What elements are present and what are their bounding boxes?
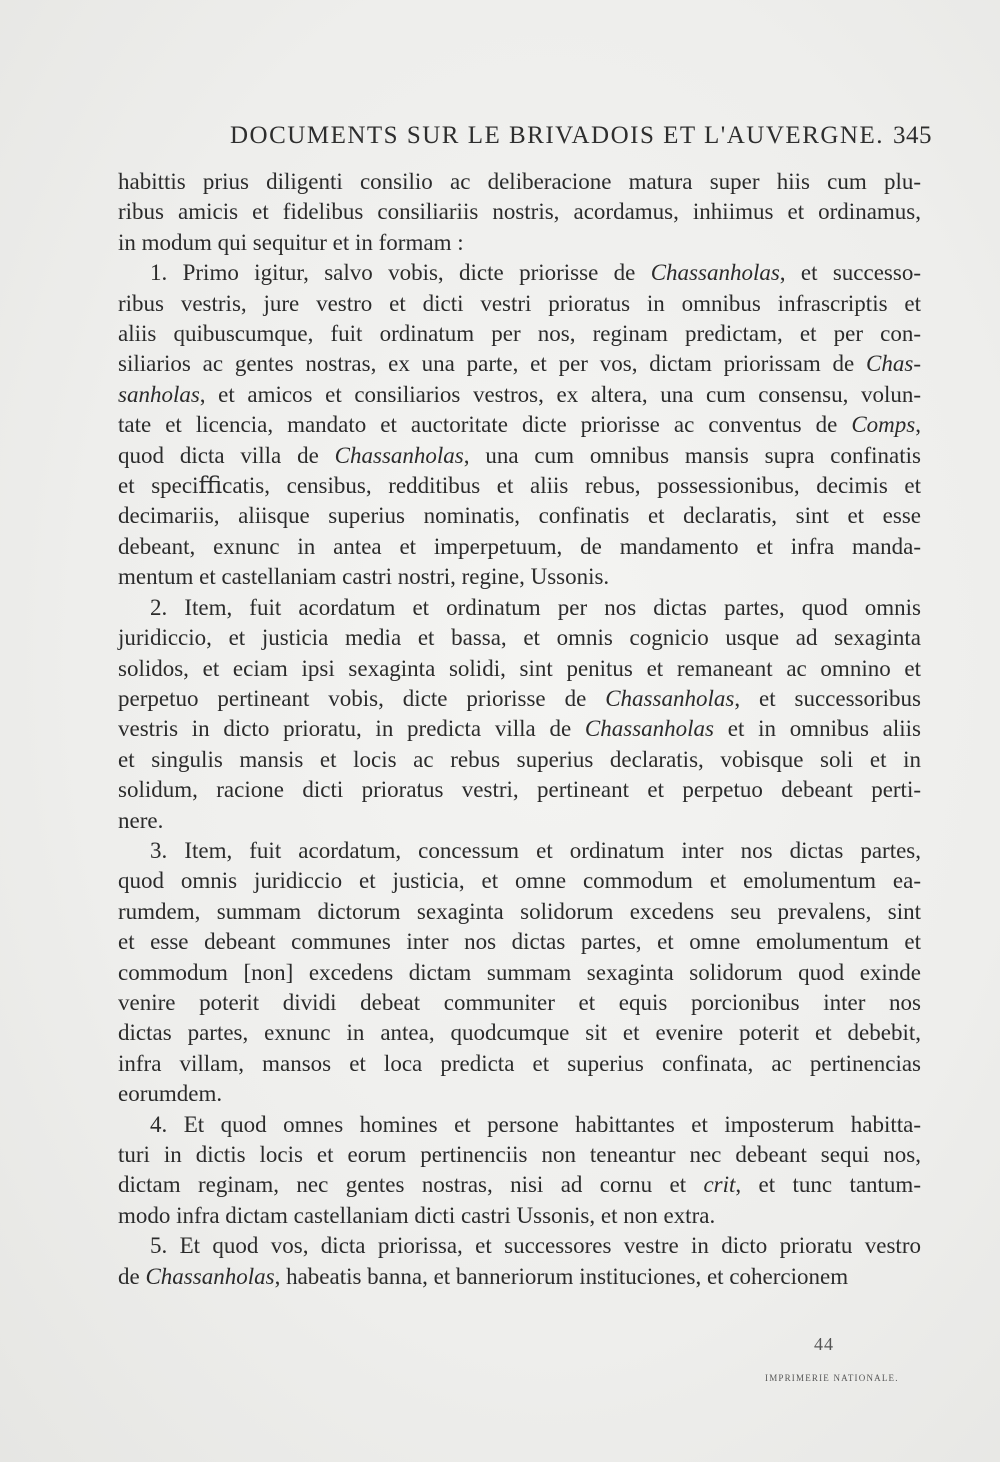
text-line: mentum et castellaniam castri nostri, regine, Ussonis.	[118, 564, 610, 590]
text-line: rumdem, summam dictorum sexaginta solidorum excedens seu prevalens, sint	[118, 898, 921, 924]
text-line: modo infra dictam castellaniam dicti castri Ussonis, et non extra.	[118, 1202, 716, 1228]
text-line: nere.	[118, 807, 164, 833]
text-line: ribus amicis et fidelibus consiliariis nostris, acordamus, inhiimus et ordinamus,	[118, 199, 921, 225]
text-line: vestris in dicto prioratu, in predicta villa de Chassanholas et in omnibus aliis	[118, 716, 921, 742]
text-line: quod omnis juridiccio et justicia, et omne commodum et emolumentum ea-	[118, 868, 921, 894]
text-line: 4. Et quod omnes homines et persone habittantes et imposterum habitta-	[150, 1111, 921, 1137]
text-line: dictas partes, exnunc in antea, quodcumque sit et evenire poterit et debebit,	[118, 1020, 921, 1046]
text-line: siliarios ac gentes nostras, ex una parte, et per vos, dictam priorissam de Chas-	[118, 351, 921, 377]
text-line: 1. Primo igitur, salvo vobis, dicte priorisse de Chassanholas, et successo-	[150, 260, 921, 286]
text-line: et speciﬃcatis, censibus, redditibus et aliis rebus, possessionibus, decimis et	[118, 473, 921, 499]
text-line: venire poterit dividi debeat communiter et equis porcionibus inter nos	[118, 989, 921, 1015]
text-line: aliis quibuscumque, fuit ordinatum per nos, reginam predictam, et per con-	[118, 321, 921, 347]
page-number: 345	[893, 122, 932, 149]
text-line: commodum [non] excedens dictam summam sexaginta solidorum quod exinde	[118, 959, 921, 985]
text-line: juridiccio, et justicia media et bassa, et omnis cognicio usque ad sexaginta	[118, 625, 921, 651]
text-line: perpetuo pertineant vobis, dicte priorisse de Chassanholas, et successoribus	[118, 685, 921, 711]
text-line: decimariis, aliisque superius nominatis, confinatis et declaratis, sint et esse	[118, 503, 921, 529]
text-line: turi in dictis locis et eorum pertinenciis non teneantur nec debeant sequi nos,	[118, 1142, 921, 1167]
signature-mark: 44	[814, 1334, 834, 1354]
text-line: 3. Item, fuit acordatum, concessum et ordinatum inter nos dictas partes,	[150, 837, 921, 863]
text-line: sanholas, et amicos et consiliarios vestros, ex altera, una cum consensu, volun-	[118, 381, 921, 407]
body-text	[118, 167, 921, 1292]
imprint-line: IMPRIMERIE NATIONALE.	[765, 1373, 899, 1383]
text-line: debeant, exnunc in antea et imperpetuum, de mandamento et infra manda-	[118, 533, 921, 559]
text-line: tate et licencia, mandato et auctoritate dicte priorisse ac conventus de Comps,	[118, 412, 921, 438]
text-line: habittis prius diligenti consilio ac deliberacione matura super hiis cum plu-	[118, 169, 921, 194]
text-line: quod dicta villa de Chassanholas, una cum omnibus mansis supra confinatis	[118, 442, 921, 468]
text-line: 5. Et quod vos, dicta priorissa, et successores vestre in dicto prioratu vestro	[150, 1233, 921, 1259]
text-line: eorumdem.	[118, 1081, 223, 1107]
text-line: et esse debeant communes inter nos dictas partes, et omne emolumentum et	[118, 929, 921, 955]
text-line: solidum, racione dicti prioratus vestri, pertineant et perpetuo debeant perti-	[118, 777, 921, 803]
text-line: 2. Item, fuit acordatum et ordinatum per nos dictas partes, quod omnis	[150, 594, 921, 620]
running-header	[118, 122, 938, 158]
text-line: de Chassanholas, habeatis banna, et banneriorum instituciones, et cohercionem	[118, 1263, 849, 1289]
text-line: in modum qui sequitur et in formam :	[118, 229, 464, 255]
text-line: infra villam, mansos et loca predicta et superius confinata, ac pertinencias	[118, 1050, 921, 1076]
text-line: et singulis mansis et locis ac rebus superius declaratis, vobisque soli et in	[118, 746, 921, 772]
text-line: ribus vestris, jure vestro et dicti vestri prioratus in omnibus infrascriptis et	[118, 290, 921, 316]
running-title: DOCUMENTS SUR LE BRIVADOIS ET L'AUVERGNE.	[230, 122, 884, 149]
text-line: solidos, et eciam ipsi sexaginta solidi, sint penitus et remaneant ac omnino et	[118, 655, 921, 681]
text-line: dictam reginam, nec gentes nostras, nisi ad cornu et crit, et tunc tantum-	[118, 1172, 921, 1198]
